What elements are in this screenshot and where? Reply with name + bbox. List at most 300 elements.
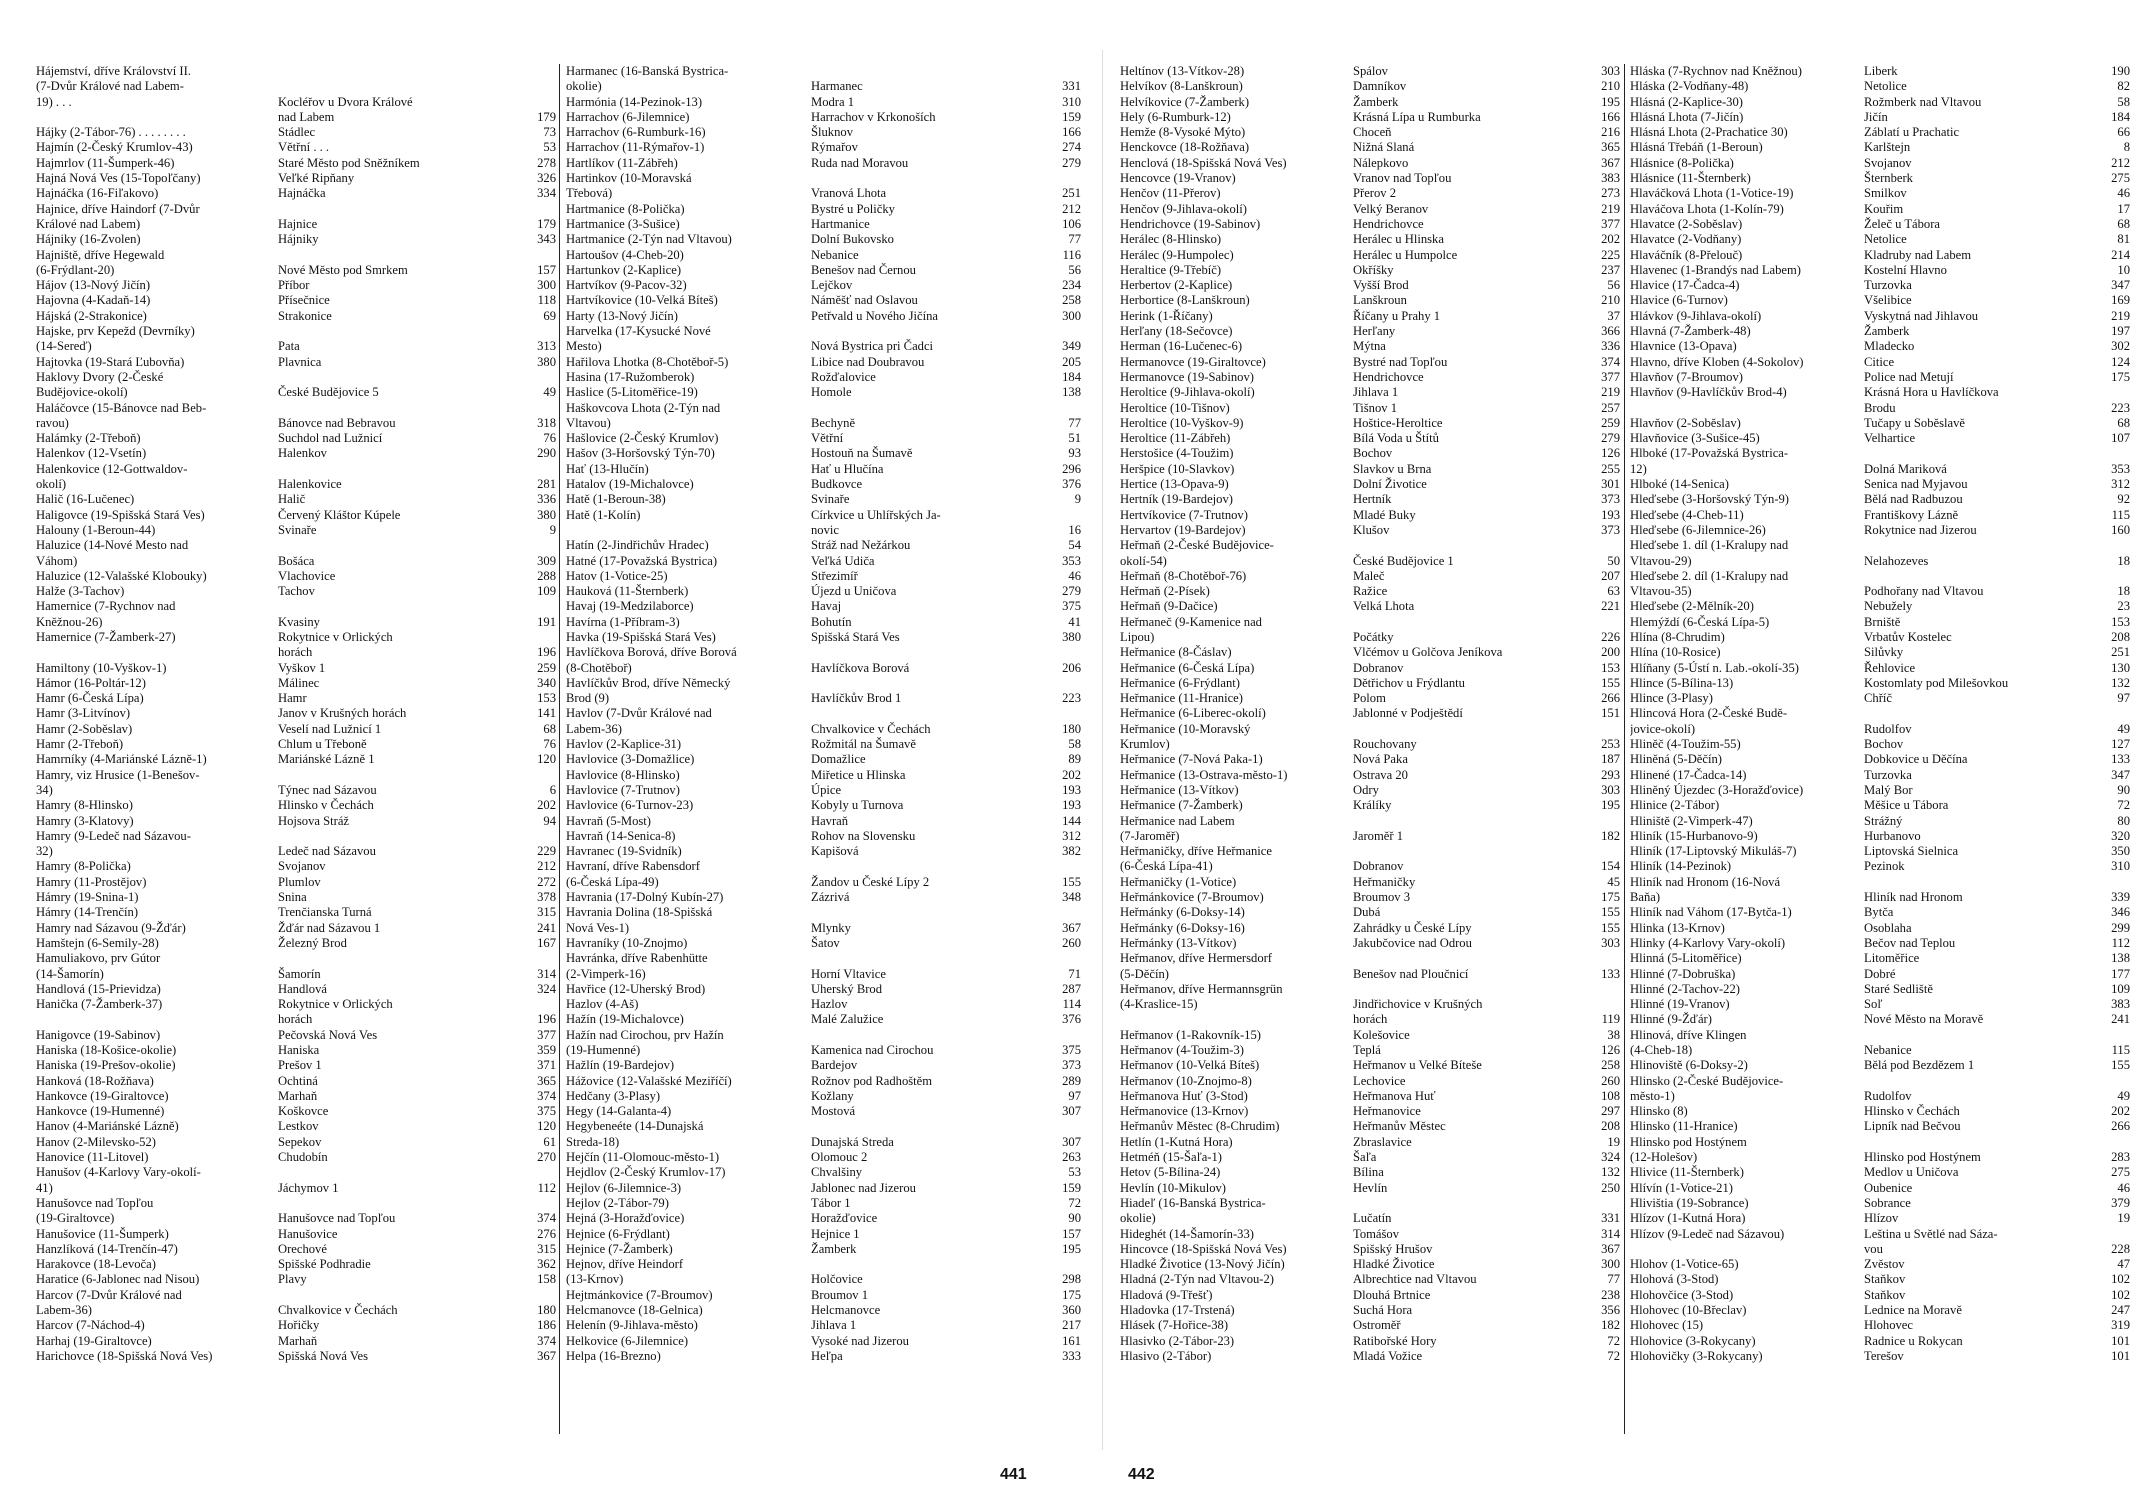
index-entry bbox=[1120, 446, 1620, 461]
post-office: Bystré u Poličky bbox=[811, 201, 895, 216]
page-ref: 53 bbox=[543, 140, 556, 155]
index-entry bbox=[1120, 844, 1620, 859]
post-office bbox=[811, 1257, 1047, 1272]
place-name: Hliník (14-Pezinok) bbox=[1630, 859, 1732, 874]
index-entry bbox=[566, 936, 1081, 951]
post-office: Šluknov bbox=[811, 125, 853, 140]
place-name: Hlohovčice (3-Stod) bbox=[1630, 1287, 1734, 1302]
post-office: Hurbanovo bbox=[1864, 828, 1921, 843]
index-entry bbox=[36, 1119, 556, 1134]
index-entry bbox=[1120, 630, 1620, 645]
place-name bbox=[566, 523, 811, 538]
post-office bbox=[811, 676, 1047, 691]
page-ref: 90 bbox=[1068, 1211, 1081, 1226]
page-ref bbox=[1586, 982, 1620, 997]
place-name: Hejčín (11-Olomouc-město-1) bbox=[566, 1150, 720, 1165]
place-name: Heřmánky (6-Doksy-16) bbox=[1120, 920, 1245, 935]
place-name: Hlína (10-Rosice) bbox=[1630, 645, 1721, 660]
page-ref: 155 bbox=[2111, 1058, 2130, 1073]
post-office: Heřmanova Huť bbox=[1353, 1088, 1436, 1103]
place-name: Heřmanova Huť (3-Stod) bbox=[1120, 1088, 1248, 1103]
post-office: Havlíčkova Borová bbox=[811, 660, 910, 675]
page-ref: 374 bbox=[537, 1211, 556, 1226]
post-office: Herálec u Humpolce bbox=[1353, 247, 1458, 262]
post-office: Františkovy Lázně bbox=[1864, 507, 1959, 522]
page-ref: 58 bbox=[2117, 94, 2130, 109]
post-office: Žďár nad Sázavou 1 bbox=[278, 920, 381, 935]
place-name: Havraň (14-Senica-8) bbox=[566, 828, 676, 843]
page-ref bbox=[1047, 401, 1081, 416]
page-ref: 196 bbox=[537, 645, 556, 660]
page-ref: 9 bbox=[549, 522, 556, 537]
page-ref bbox=[522, 1165, 556, 1180]
page-ref: 226 bbox=[1601, 629, 1620, 644]
page-ref: 46 bbox=[2117, 1180, 2130, 1195]
place-name: Havraň (5-Most) bbox=[566, 813, 651, 828]
place-name: Nová Ves-1) bbox=[566, 920, 630, 935]
place-name: Hájov (13-Nový Jičín) bbox=[36, 278, 151, 293]
page-ref: 315 bbox=[537, 905, 556, 920]
place-name: Hamuliakovo, prv Gútor bbox=[36, 951, 161, 966]
place-name: Harcov (7-Dvůr Králové nad bbox=[36, 1287, 182, 1302]
page-ref: 186 bbox=[537, 1318, 556, 1333]
place-name: Hať (13-Hlučín) bbox=[566, 461, 649, 476]
page-ref: 376 bbox=[1062, 477, 1081, 492]
place-name: Hašlovice (2-Český Krumlov) bbox=[566, 431, 719, 446]
post-office: Bystré nad Topľou bbox=[1353, 354, 1448, 369]
post-office: Rožmitál na Šumavě bbox=[811, 737, 916, 752]
page-ref: 38 bbox=[1607, 1027, 1620, 1042]
page-ref: 112 bbox=[2111, 935, 2130, 950]
post-office: Rouchovany bbox=[1353, 737, 1417, 752]
place-name: (12-Holešov) bbox=[1630, 1150, 1698, 1165]
place-name: Hlinné (9-Žďár) bbox=[1630, 1012, 1712, 1027]
post-office: Veselí nad Lužnicí 1 bbox=[278, 721, 382, 736]
post-office: Uherský Brod bbox=[811, 981, 883, 996]
index-entry bbox=[1630, 691, 2130, 706]
page-ref: 23 bbox=[2117, 599, 2130, 614]
index-entry bbox=[1630, 1211, 2130, 1226]
post-office: Okříšky bbox=[1353, 262, 1394, 277]
place-name: Hažín nad Cirochou, prv Hažín bbox=[566, 1027, 724, 1042]
page-ref: 180 bbox=[537, 1303, 556, 1318]
page-ref: 195 bbox=[1601, 798, 1620, 813]
page-ref: 202 bbox=[1601, 232, 1620, 247]
place-name: Henclová (18-Spišská Nová Ves) bbox=[1120, 155, 1287, 170]
index-entry bbox=[36, 1349, 556, 1364]
post-office bbox=[811, 905, 1047, 920]
page-ref bbox=[2096, 1135, 2130, 1150]
index-entry bbox=[566, 248, 1081, 263]
place-name: Haláčovce (15-Bánovce nad Beb- bbox=[36, 400, 207, 415]
place-name: ravou) bbox=[36, 415, 69, 430]
place-name: Havlovice (7-Trutnov) bbox=[566, 782, 680, 797]
index-entry bbox=[1630, 661, 2130, 676]
place-name: Hejlov (6-Jilemnice-3) bbox=[566, 1180, 682, 1195]
place-name: Hajske, prv Kepežd (Devrníky) bbox=[36, 324, 195, 339]
post-office: Hendrichovce bbox=[1353, 369, 1424, 384]
index-entry bbox=[1630, 64, 2130, 79]
index-entry bbox=[566, 79, 1081, 94]
page-ref: 51 bbox=[1068, 431, 1081, 446]
page-ref bbox=[522, 401, 556, 416]
index-entry bbox=[1630, 79, 2130, 94]
place-name: Hamry (8-Polička) bbox=[36, 859, 131, 874]
page-ref: 353 bbox=[2111, 461, 2130, 476]
index-entry bbox=[566, 538, 1081, 553]
place-name: (4-Cheb-18) bbox=[1630, 1043, 1693, 1057]
post-office: Rudolfov bbox=[1864, 721, 1912, 736]
page-ref: 72 bbox=[2117, 798, 2130, 813]
place-name: Henčov (9-Jihlava-okolí) bbox=[1120, 201, 1247, 216]
post-office: Malý Bor bbox=[1864, 782, 1913, 797]
post-office: Dolná Mariková bbox=[1864, 461, 1947, 476]
place-name: Hlinová, dříve Klingen bbox=[1630, 1027, 1747, 1042]
post-office: Střezimíř bbox=[811, 568, 858, 583]
page-ref: 373 bbox=[1062, 1058, 1081, 1073]
page-ref: 177 bbox=[2111, 966, 2130, 981]
index-entry bbox=[566, 1211, 1081, 1226]
index-entry bbox=[1630, 554, 2130, 569]
place-name: Vltavou-29) bbox=[1630, 553, 1692, 568]
index-entry bbox=[1630, 385, 2130, 400]
page-ref: 196 bbox=[537, 1012, 556, 1027]
index-entry bbox=[1630, 905, 2130, 920]
page-ref: 107 bbox=[2111, 431, 2130, 446]
page-ref: 331 bbox=[1062, 79, 1081, 94]
place-name: Hajná Nová Ves (15-Topoľčany) bbox=[36, 171, 201, 186]
place-name: Hartmanice (2-Týn nad Vltavou) bbox=[566, 232, 732, 247]
page-ref bbox=[1586, 951, 1620, 966]
index-entry bbox=[36, 875, 556, 890]
place-name: Králové nad Labem) bbox=[36, 216, 141, 231]
post-office: Liberk bbox=[1864, 64, 1898, 78]
index-entry bbox=[566, 263, 1081, 278]
page-ref: 320 bbox=[2111, 828, 2130, 843]
page-ref: 161 bbox=[1062, 1333, 1081, 1348]
post-office: Havaj bbox=[811, 599, 842, 614]
place-name: Hlízov (9-Ledeč nad Sázavou) bbox=[1630, 1226, 1785, 1241]
post-office: Harmanec bbox=[811, 79, 863, 94]
post-office bbox=[278, 538, 522, 553]
place-name: Hlinoviště (6-Doksy-2) bbox=[1630, 1058, 1748, 1073]
post-office: Dlouhá Brtnice bbox=[1353, 1287, 1431, 1302]
index-entry bbox=[36, 951, 556, 966]
page-ref: 208 bbox=[2111, 629, 2130, 644]
index-entry bbox=[566, 523, 1081, 538]
index-entry bbox=[36, 1074, 556, 1089]
post-office: Říčany u Prahy 1 bbox=[1353, 308, 1441, 323]
post-office: horách bbox=[1353, 1012, 1388, 1027]
index-entry bbox=[566, 921, 1081, 936]
page-ref: 331 bbox=[1601, 1211, 1620, 1226]
page-ref: 315 bbox=[537, 1241, 556, 1256]
page-ref: 169 bbox=[2111, 293, 2130, 308]
post-office: Nebanice bbox=[811, 247, 859, 262]
index-entry bbox=[1630, 829, 2130, 844]
place-name: Heřmanice (11-Hranice) bbox=[1120, 691, 1243, 706]
index-entry bbox=[1630, 355, 2130, 370]
post-office: Damníkov bbox=[1353, 79, 1407, 94]
place-name: Helenín (9-Jihlava-město) bbox=[566, 1318, 698, 1333]
place-name bbox=[1630, 401, 1864, 416]
post-office bbox=[278, 64, 522, 79]
place-name: (8-Chotěboř) bbox=[566, 660, 632, 675]
post-office: Polom bbox=[1353, 691, 1386, 706]
index-entry bbox=[1630, 95, 2130, 110]
index-entry bbox=[566, 477, 1081, 492]
index-entry bbox=[1630, 1089, 2130, 1104]
page-ref: 49 bbox=[2117, 721, 2130, 736]
page-ref: 158 bbox=[537, 1272, 556, 1287]
page-ref bbox=[1047, 859, 1081, 874]
index-entry bbox=[1630, 768, 2130, 783]
place-name: Hertice (13-Opava-9) bbox=[1120, 477, 1229, 492]
page-ref: 37 bbox=[1607, 308, 1620, 323]
index-entry bbox=[1630, 997, 2130, 1012]
page-ref bbox=[2096, 1227, 2130, 1242]
post-office: Žamberk bbox=[811, 1241, 857, 1256]
post-office bbox=[1353, 982, 1586, 997]
place-name: Hlívín (1-Votice-21) bbox=[1630, 1180, 1733, 1195]
index-entry bbox=[566, 584, 1081, 599]
post-office bbox=[811, 706, 1047, 721]
post-office: Oubenice bbox=[1864, 1180, 1913, 1195]
page-ref: 279 bbox=[1062, 155, 1081, 170]
page-ref: 340 bbox=[537, 675, 556, 690]
place-name: Hatné (17-Považská Bystrica) bbox=[566, 553, 718, 568]
place-name: Hartlíkov (11-Zábřeh) bbox=[566, 155, 678, 170]
page-ref: 278 bbox=[537, 155, 556, 170]
page-ref: 336 bbox=[1601, 339, 1620, 354]
place-name: Hlasivko (2-Tábor-23) bbox=[1120, 1333, 1235, 1348]
index-entry bbox=[1120, 1058, 1620, 1073]
index-entry bbox=[36, 967, 556, 982]
post-office: Horažďovice bbox=[811, 1211, 878, 1226]
page-ref: 210 bbox=[1601, 79, 1620, 94]
index-entry bbox=[36, 569, 556, 584]
page-ref: 376 bbox=[1062, 1012, 1081, 1027]
place-name: (13-Krnov) bbox=[566, 1272, 624, 1287]
page-ref: 259 bbox=[1601, 415, 1620, 430]
index-entry bbox=[1120, 1165, 1620, 1180]
post-office: České Budějovice 1 bbox=[1353, 553, 1454, 568]
post-office: Jihlava 1 bbox=[1353, 385, 1399, 400]
place-name: Hertvíkovice (7-Trutnov) bbox=[1120, 507, 1248, 522]
place-name: Heřmaň (2-Písek) bbox=[1120, 584, 1210, 599]
place-name: Havlovice (3-Domažlice) bbox=[566, 752, 695, 767]
page-ref: 279 bbox=[1062, 584, 1081, 599]
index-entry bbox=[36, 309, 556, 324]
index-entry bbox=[1630, 967, 2130, 982]
page-ref: 205 bbox=[1062, 354, 1081, 369]
page-ref: 63 bbox=[1607, 584, 1620, 599]
index-entry bbox=[1630, 1104, 2130, 1119]
post-office: Sobrance bbox=[1864, 1195, 1911, 1210]
place-name: Hasina (17-Ružomberok) bbox=[566, 369, 695, 384]
index-entry bbox=[1120, 355, 1620, 370]
post-office: Žamberk bbox=[1864, 324, 1910, 339]
place-name: Kněžnou-26) bbox=[36, 614, 103, 629]
post-office: Hanušovice bbox=[278, 1226, 338, 1241]
page-ref: 72 bbox=[1607, 1348, 1620, 1363]
post-office: České Budějovice 5 bbox=[278, 385, 379, 400]
page-ref: 367 bbox=[1601, 155, 1620, 170]
post-office: Pezinok bbox=[1864, 859, 1905, 874]
index-entry bbox=[36, 814, 556, 829]
index-entry bbox=[566, 309, 1081, 324]
page-ref: 132 bbox=[1601, 1165, 1620, 1180]
place-name: město-1) bbox=[1630, 1088, 1675, 1103]
place-name: Haklovy Dvory (2-České bbox=[36, 369, 164, 384]
index-entry bbox=[1630, 1012, 2130, 1027]
place-name: Halámky (2-Třeboň) bbox=[36, 431, 141, 446]
place-name: Hlinené (17-Čadca-14) bbox=[1630, 767, 1747, 782]
post-office: nad Labem bbox=[278, 109, 335, 124]
post-office: Kapišová bbox=[811, 844, 859, 859]
index-entry bbox=[1120, 982, 1620, 997]
index-entry bbox=[1120, 1135, 1620, 1150]
post-office: Svinaře bbox=[278, 522, 317, 537]
post-office: Teplá bbox=[1353, 1043, 1381, 1057]
place-name: Hamštejn (6-Semily-28) bbox=[36, 935, 159, 950]
post-office: Brodu bbox=[1864, 400, 1896, 415]
post-office: Senica nad Myjavou bbox=[1864, 477, 1968, 492]
page-ref bbox=[522, 951, 556, 966]
post-office bbox=[1353, 538, 1586, 553]
post-office: Vlčémov u Golčova Jeníkova bbox=[1353, 645, 1503, 660]
page-ref: 90 bbox=[2117, 782, 2130, 797]
page-ref: 179 bbox=[537, 109, 556, 124]
index-entry bbox=[1630, 676, 2130, 691]
page-ref: 115 bbox=[2111, 507, 2130, 522]
post-office: Snina bbox=[278, 890, 307, 905]
post-office: Tábor 1 bbox=[811, 1195, 851, 1210]
post-office: Nová Bystrica pri Čadci bbox=[811, 339, 934, 354]
page-ref: 127 bbox=[2111, 737, 2130, 752]
post-office: Spišský Hrušov bbox=[1353, 1241, 1433, 1256]
place-name: (6-Česká Lípa-49) bbox=[566, 874, 659, 889]
index-entry bbox=[1630, 370, 2130, 385]
index-entry bbox=[36, 645, 556, 660]
place-name bbox=[36, 110, 278, 125]
post-office: Hevlín bbox=[1353, 1180, 1388, 1195]
index-entry bbox=[566, 431, 1081, 446]
page-ref: 101 bbox=[2111, 1348, 2130, 1363]
place-name: Hlavatce (2-Soběslav) bbox=[1630, 216, 1743, 231]
page-ref: 191 bbox=[537, 614, 556, 629]
post-office: Petřvald u Nového Jičína bbox=[811, 308, 938, 323]
index-entry bbox=[1630, 1135, 2130, 1150]
post-office: Miřetice u Hlinska bbox=[811, 767, 906, 782]
page-ref bbox=[2096, 446, 2130, 461]
index-entry bbox=[1120, 1288, 1620, 1303]
index-entry bbox=[36, 508, 556, 523]
post-office: Domažlice bbox=[811, 752, 866, 767]
post-office: Hlinsko v Čechách bbox=[278, 798, 374, 813]
place-name: Hlinsko (11-Hranice) bbox=[1630, 1119, 1738, 1134]
place-name: Herman (16-Lučenec-6) bbox=[1120, 339, 1243, 354]
index-entry bbox=[566, 1104, 1081, 1119]
index-entry bbox=[36, 1334, 556, 1349]
page-ref: 210 bbox=[1601, 293, 1620, 308]
place-name: (2-Vimperk-16) bbox=[566, 966, 646, 981]
place-name: Hetlín (1-Kutná Hora) bbox=[1120, 1134, 1233, 1149]
page-ref bbox=[1586, 1196, 1620, 1211]
place-name: Hladná (2-Týn nad Vltavou-2) bbox=[1120, 1272, 1274, 1287]
place-name: Hamr (6-Česká Lípa) bbox=[36, 691, 144, 706]
index-entry bbox=[566, 1119, 1081, 1134]
page-ref: 119 bbox=[1601, 1012, 1620, 1027]
post-office: Choceň bbox=[1353, 125, 1392, 140]
post-office bbox=[811, 951, 1047, 966]
page-ref: 56 bbox=[1607, 278, 1620, 293]
post-office: Strážný bbox=[1864, 813, 1903, 828]
place-name: Heřmanův Městec (8-Chrudim) bbox=[1120, 1119, 1280, 1134]
index-entry bbox=[566, 171, 1081, 186]
place-name: Hlavnice (13-Opava) bbox=[1630, 339, 1737, 354]
place-name: (19-Giraltovce) bbox=[36, 1211, 115, 1226]
place-name: Hlávkov (9-Jihlava-okolí) bbox=[1630, 308, 1762, 323]
page-ref: 109 bbox=[537, 584, 556, 599]
index-entry bbox=[1120, 1043, 1620, 1058]
post-office: Lechovice bbox=[1353, 1073, 1406, 1088]
place-name: Váhom) bbox=[36, 553, 78, 568]
page-ref: 69 bbox=[543, 308, 556, 323]
place-name bbox=[36, 1012, 278, 1027]
page-ref: 374 bbox=[1601, 354, 1620, 369]
post-office: Dobré bbox=[1864, 966, 1896, 981]
index-entry bbox=[566, 752, 1081, 767]
place-name: Hlavice (17-Čadca-4) bbox=[1630, 278, 1740, 293]
place-name: Handlová (15-Prievidza) bbox=[36, 981, 161, 996]
page-ref: 182 bbox=[1601, 828, 1620, 843]
post-office: Záblatí u Prachatic bbox=[1864, 125, 1960, 140]
index-entry bbox=[1120, 125, 1620, 140]
place-name: Hartmanice (3-Sušice) bbox=[566, 216, 680, 231]
place-name: Halenkov (12-Vsetín) bbox=[36, 446, 147, 461]
page-ref: 253 bbox=[1601, 737, 1620, 752]
index-entry bbox=[36, 1211, 556, 1226]
page-ref: 46 bbox=[1068, 568, 1081, 583]
index-entry bbox=[1120, 370, 1620, 385]
index-entry bbox=[1630, 951, 2130, 966]
post-office: Zbraslavice bbox=[1353, 1134, 1412, 1149]
place-name: Hegybeneéte (14-Dunajská bbox=[566, 1119, 704, 1134]
place-name: Hanzlíková (14-Trenčín-47) bbox=[36, 1241, 178, 1256]
index-entry bbox=[1120, 248, 1620, 263]
index-entry bbox=[566, 722, 1081, 737]
place-name: (5-Děčín) bbox=[1120, 966, 1169, 981]
index-entry bbox=[1120, 523, 1620, 538]
page-ref: 212 bbox=[537, 859, 556, 874]
post-office: Kocléřov u Dvora Králové bbox=[278, 94, 413, 109]
page-ref: 46 bbox=[2117, 186, 2130, 201]
page-ref: 77 bbox=[1068, 232, 1081, 247]
post-office: Bělá pod Bezdězem 1 bbox=[1864, 1058, 1975, 1073]
place-name: Hlboké (14-Senica) bbox=[1630, 477, 1729, 492]
page-ref: 19 bbox=[2117, 1211, 2130, 1226]
index-entry bbox=[1120, 1028, 1620, 1043]
place-name: Hejná (3-Horažďovice) bbox=[566, 1211, 685, 1226]
page-ref: 120 bbox=[537, 1119, 556, 1134]
place-name: Hemže (8-Vysoké Mýto) bbox=[1120, 125, 1246, 140]
place-name: Havlovice (8-Hlinsko) bbox=[566, 767, 680, 782]
post-office bbox=[278, 401, 522, 416]
post-office: Hať u Hlučína bbox=[811, 461, 884, 476]
index-entry bbox=[1120, 676, 1620, 691]
place-name: Vltavou) bbox=[566, 415, 611, 430]
